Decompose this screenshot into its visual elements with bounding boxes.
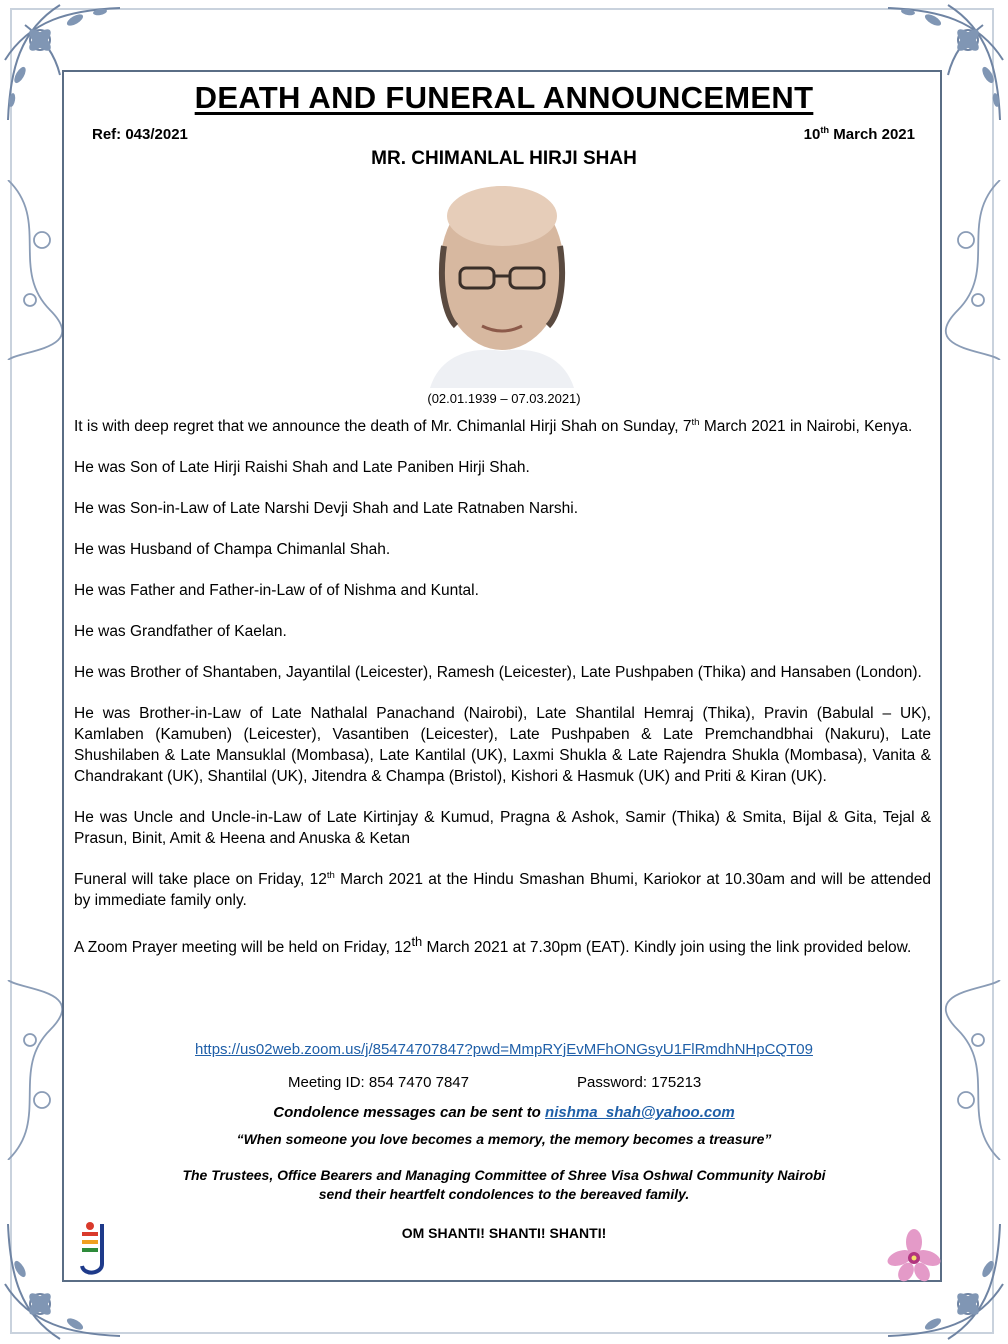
funeral-text-a: Funeral will take place on Friday, 12 <box>74 871 327 888</box>
trustees-message <box>0 1166 1008 1204</box>
life-dates: (02.01.1939 – 07.03.2021) <box>427 391 581 406</box>
orchid-flower-icon <box>886 1228 942 1282</box>
funeral-paragraph <box>74 869 931 911</box>
condolence-email-link[interactable]: nishma_shah@yahoo.com <box>545 1104 735 1121</box>
announcement-date <box>804 126 915 143</box>
intro-text-a: It is with deep regret that we announce the death of Mr. Chimanlal Hirji Shah on Sunday, 7 <box>74 418 692 435</box>
zoom-text-a: A Zoom Prayer meeting will be held on Friday, 12 <box>74 939 412 957</box>
condolence-label: Condolence messages can be sent to <box>273 1104 546 1121</box>
husband-paragraph: He was Husband of Champa Chimanlal Shah. <box>74 541 391 558</box>
zoom-meeting-link[interactable]: https://us02web.zoom.us/j/85474707847?pwd=MmpRYjEvMFhONGsyU1FlRmdhNHpCQT09 <box>195 1041 813 1058</box>
trustees-line-2: send their heartfelt condolences to the bereaved family. <box>318 1186 690 1202</box>
announcement-title: DEATH AND FUNERAL ANNOUNCEMENT <box>194 80 814 115</box>
date-rest: March 2021 <box>829 126 915 143</box>
date-suffix: th <box>820 125 830 135</box>
trustees-line-1: The Trustees, Office Bearers and Managing Committee of Shree Visa Oshwal Community Nairobi <box>182 1167 826 1183</box>
son-in-law-paragraph: He was Son-in-Law of Late Narshi Devji Shah and Late Ratnaben Narshi. <box>74 500 579 517</box>
intro-sup: th <box>691 416 700 428</box>
grandfather-paragraph: He was Grandfather of Kaelan. <box>74 623 287 640</box>
son-paragraph: He was Son of Late Hirji Raishi Shah and Late Paniben Hirji Shah. <box>74 459 530 476</box>
community-logo-icon <box>76 1220 116 1278</box>
memorial-quote: “When someone you love becomes a memory, the memory becomes a treasure” <box>236 1131 772 1147</box>
funeral-sup: th <box>326 869 335 881</box>
side-scroll-ornament-right-top <box>938 180 1008 360</box>
uncle-paragraph: He was Uncle and Uncle-in-Law of Late Kirtinjay & Kumud, Pragna & Ashok, Samir (Thika) & Smita, Bijal & Gita, Tejal & Prasun, Binit, Amit & Heena and Anuska & Ketan <box>74 809 931 847</box>
zoom-sup: th <box>411 934 423 949</box>
announcement-body <box>74 416 931 958</box>
deceased-name: MR. CHIMANLAL HIRJI SHAH <box>371 148 637 169</box>
date-day: 10 <box>803 126 821 143</box>
reference-number: Ref: 043/2021 <box>92 126 188 143</box>
meeting-id: Meeting ID: 854 7470 7847 <box>288 1074 469 1091</box>
intro-text-b: March 2021 in Nairobi, Kenya. <box>699 418 913 435</box>
closing-om-shanti: OM SHANTI! SHANTI! SHANTI! <box>401 1225 607 1241</box>
father-paragraph: He was Father and Father-in-Law of of Nishma and Kuntal. <box>74 582 479 599</box>
intro-paragraph <box>74 416 931 437</box>
funeral-text-b: March 2021 at the Hindu Smashan Bhumi, Kariokor at 10.30am and will be attended by immediate family only. <box>74 871 931 909</box>
zoom-paragraph <box>74 931 931 958</box>
portrait-photo <box>410 176 590 388</box>
brother-paragraph: He was Brother of Shantaben, Jayantilal (Leicester), Ramesh (Leicester), Late Pushpaben (Thika) and Hansaben (London). <box>74 664 922 681</box>
brother-in-law-paragraph: He was Brother-in-Law of Late Nathalal Panachand (Nairobi), Late Shantilal Hemraj (Thika), Pravin (Babulal – UK), Kamlaben (Kamuben) (Leicester), Vasantiben (Leicester), Late Pushpaben & Late Premchandbhai (Nakuru), Late Shushilaben & Late Mansuklal (Mombasa), Late Kantilal (UK), Laxmi Shukla & Late Rajendra Shukla (Mombasa), Vanita & Chandrakant (UK), Shantilal (UK), Jitendra & Champa (Bristol), Kishori & Hasmuk (UK) and Priti & Kiran (UK). <box>74 705 931 785</box>
side-scroll-ornament-left-top <box>0 180 70 360</box>
condolence-line <box>0 1104 1008 1121</box>
zoom-text-b: March 2021 at 7.30pm (EAT). Kindly join using the link provided below. <box>422 939 912 957</box>
meeting-password: Password: 175213 <box>577 1074 702 1091</box>
